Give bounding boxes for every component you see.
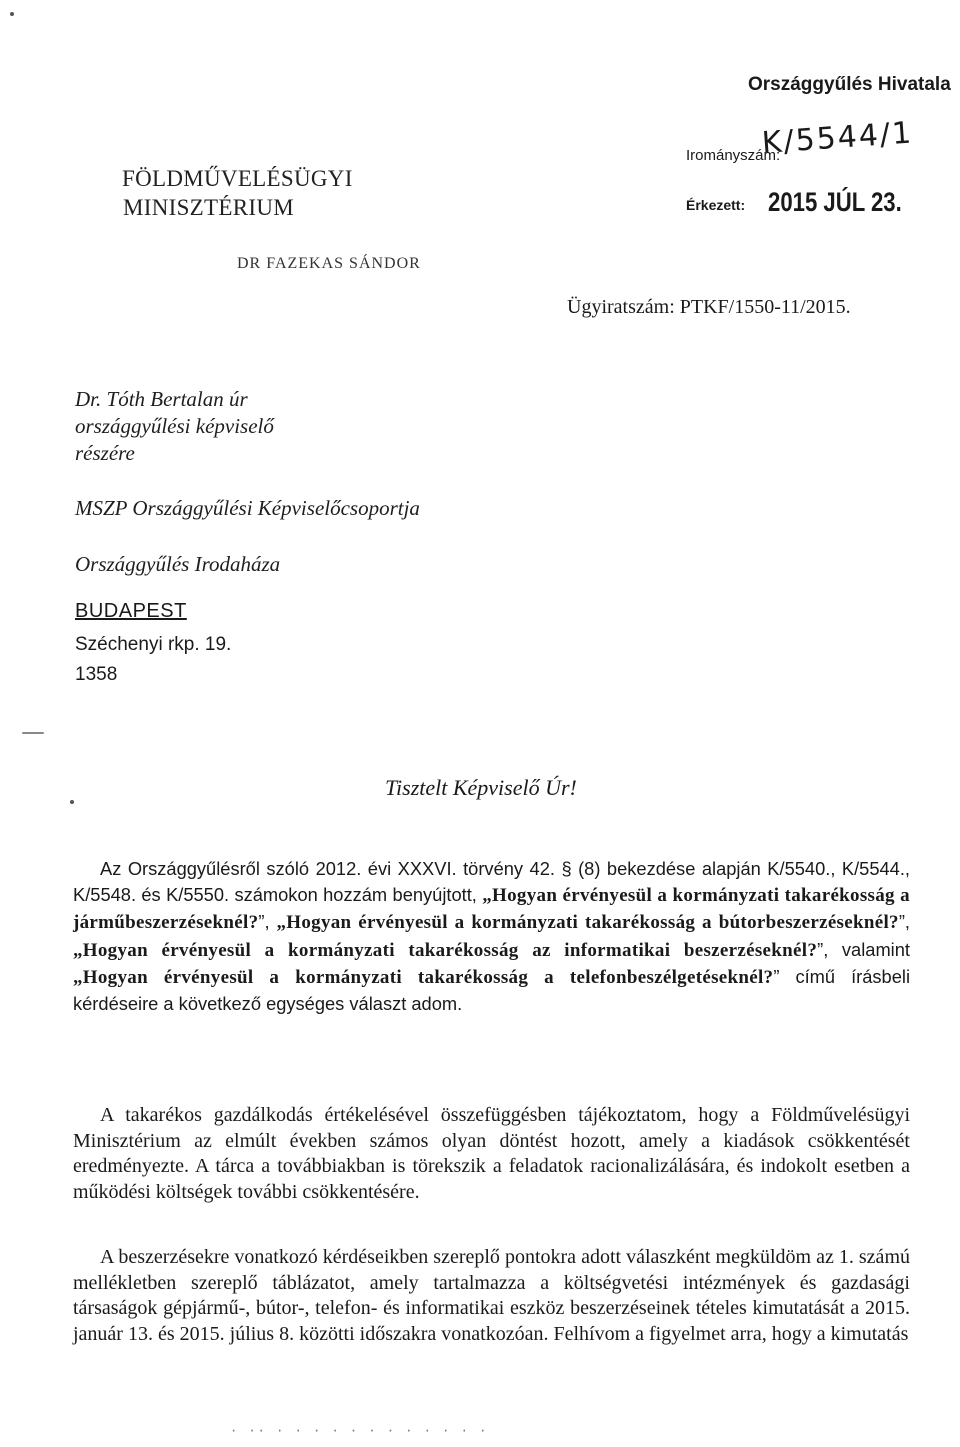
- minister-name: DR FAZEKAS SÁNDOR: [237, 255, 421, 272]
- salutation: Tisztelt Képviselő Úr!: [385, 775, 577, 800]
- p1-sep-2: ”,: [898, 911, 911, 933]
- body-paragraph-3: [73, 1245, 910, 1348]
- question-2: „Hogyan érvényesül a kormányzati takarékosság a bútorbeszerzéseknél?: [276, 912, 899, 934]
- stamp-received-date: 2015 JÚL 23.: [768, 187, 902, 217]
- stamp-registration-value: K/5544/1: [760, 115, 915, 161]
- addressee-city: BUDAPEST: [75, 600, 187, 622]
- p3-text: A beszerzésekre vonatkozó kérdéseikben szereplő pontokra adott válaszként megküldöm az 1. számú mellékletben szereplő táblázatot, amely tartalmazza a költségvetési intézmények és gazdasági társaságok gépjármű-, bútor-, telefon- és informatikai eszköz beszerzéseinek tételes kimutatását a 2015. január 13. és 2015. július 8. közötti időszakra vonatkozóan. Felhívom a figyelmet arra, hogy a kimutatás: [73, 1246, 910, 1346]
- addressee-for: részére: [75, 441, 135, 465]
- stamp-office: Országgyűlés Hivatala: [748, 74, 951, 95]
- p1-sep-1: ”,: [258, 911, 277, 933]
- stamp-received-label: Érkezett:: [686, 197, 746, 213]
- case-number: Ügyiratszám: PTKF/1550-11/2015.: [567, 296, 851, 318]
- addressee-street: Széchenyi rkp. 19.: [75, 634, 232, 655]
- addressee-group: MSZP Országgyűlési Képviselőcsoportja: [75, 496, 420, 520]
- p1-outro: ” című írásbeli kérdéseire a következő egységes választ adom.: [73, 965, 911, 1015]
- scan-dot: [70, 800, 74, 804]
- addressee-name: Dr. Tóth Bertalan úr: [75, 387, 248, 411]
- scan-dot: [10, 12, 14, 16]
- addressee-building: Országgyűlés Irodaháza: [75, 552, 281, 576]
- stamp-registration-label: Irományszám:: [686, 147, 781, 164]
- addressee-zip: 1358: [75, 664, 118, 685]
- ministry-name: [122, 164, 353, 222]
- addressee-title: országgyűlési képviselő: [75, 414, 274, 438]
- p1-sep-3: ”, valamint: [817, 938, 910, 960]
- ministry-name-line1: FÖLDMŰVELÉSÜGYI: [122, 166, 353, 191]
- p1-intro: Az Országgyűlésről szóló 2012. évi XXXVI. törvény 42. § (8) bekezdése alapján K/5540., K/5544., K/5548. és K/5550. számokon hozzám benyújtott,: [73, 858, 910, 906]
- body-paragraph-1: [73, 856, 910, 1017]
- scan-footer-noise: · ·· · · · · · · · · · · · ·: [230, 1424, 489, 1438]
- p2-text: A takarékos gazdálkodás értékelésével összefüggésben tájékoztatom, hogy a Földművelésügyi Minisztérium az elmúlt években számos olyan döntést hozott, amely a kiadások csökkentését eredményezte. A tárca a továbbiakban is törekszik a feladatok racionalizálására, és indokolt esetben a működési költségek további csökkentésére.: [73, 1104, 910, 1204]
- question-4: „Hogyan érvényesül a kormányzati takarékosság a telefonbeszélgetéseknél?: [73, 966, 774, 988]
- body-paragraph-2: [73, 1103, 910, 1206]
- question-3: „Hogyan érvényesül a kormányzati takarékosság az informatikai beszerzéseknél?: [73, 939, 818, 961]
- scan-dash: [22, 732, 44, 734]
- ministry-name-line2: MINISZTÉRIUM: [123, 195, 294, 220]
- question-1: „Hogyan érvényesül a kormányzati takarékosság a járműbeszerzéseknél?: [73, 885, 910, 934]
